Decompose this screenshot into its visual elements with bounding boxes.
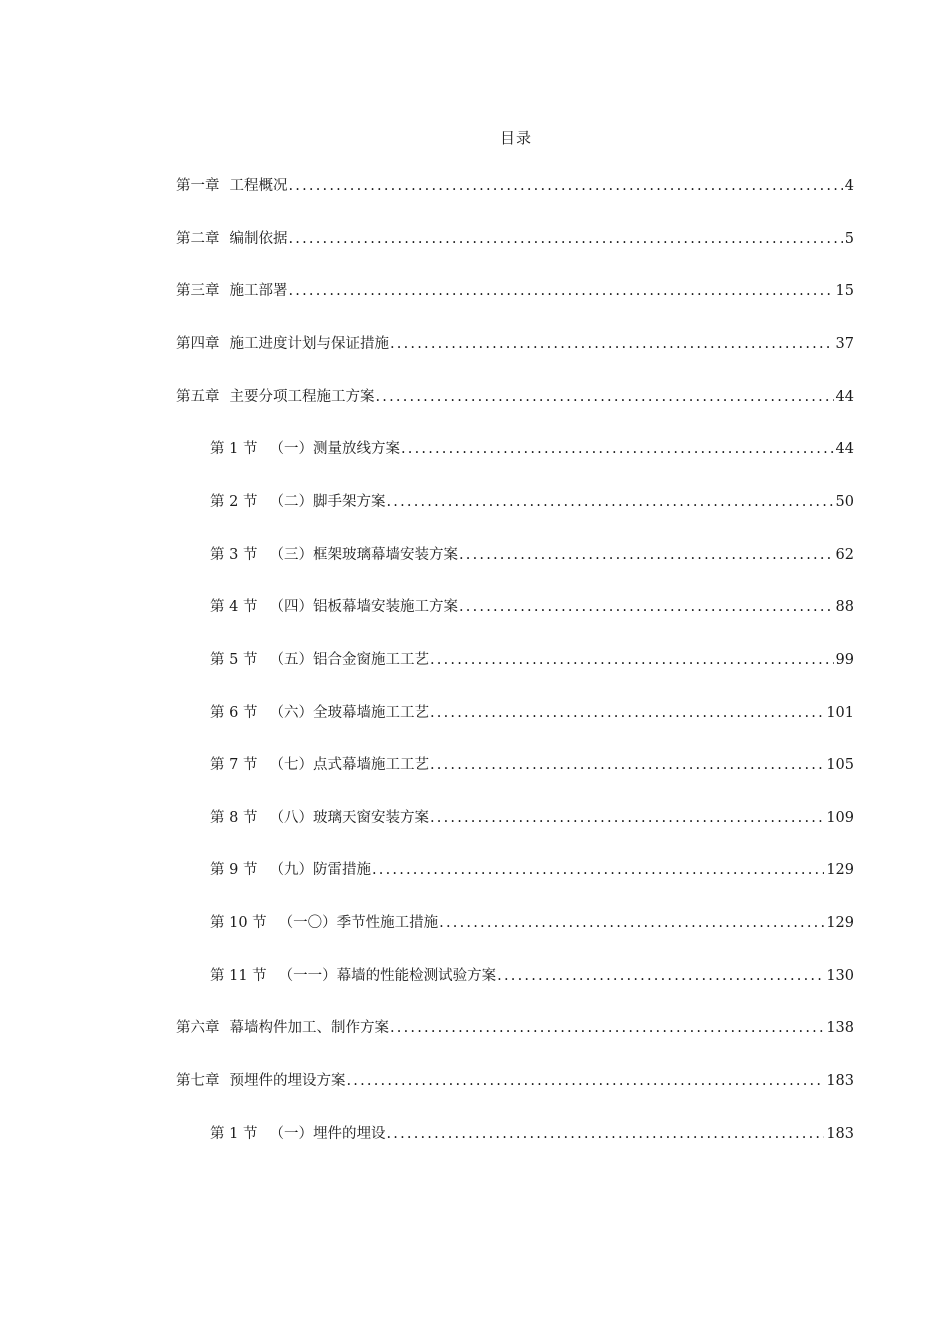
toc-entry-text: 幕墙构件加工、制作方案 <box>229 1020 389 1036</box>
toc-dot-leader <box>347 1071 825 1091</box>
toc-entry-text: 主要分项工程施工方案 <box>229 389 375 405</box>
toc-dot-leader <box>386 1124 824 1144</box>
toc-entry-text: （七）点式幕墙施工工艺 <box>269 757 429 773</box>
toc-entry[interactable] <box>210 439 854 459</box>
toc-dot-leader <box>430 755 824 775</box>
toc-entry[interactable] <box>176 387 854 407</box>
toc-entry[interactable] <box>210 808 854 828</box>
toc-page-number: 109 <box>826 810 854 826</box>
toc-page-number: 5 <box>844 231 854 247</box>
toc-title: 目录 <box>499 129 532 147</box>
toc-entry-number: 第二章 <box>176 231 220 247</box>
toc-entry-text: 施工进度计划与保证措施 <box>229 336 389 352</box>
toc-page-number: 129 <box>826 862 854 878</box>
toc-entry-number: 第 1 节 <box>210 1126 258 1142</box>
toc-dot-leader <box>430 808 824 828</box>
toc-entry-label <box>210 1124 385 1144</box>
toc-entry[interactable] <box>210 492 854 512</box>
toc-entry[interactable] <box>176 229 854 249</box>
toc-entry-label <box>176 334 389 354</box>
toc-entry-text: （九）防雷措施 <box>269 862 371 878</box>
toc-entry-number: 第一章 <box>176 178 220 194</box>
toc-page-number: 44 <box>835 441 854 457</box>
toc-page-number: 99 <box>835 652 854 668</box>
toc-entry[interactable] <box>176 176 854 196</box>
toc-entry[interactable] <box>210 966 854 986</box>
toc-entry-text: 施工部署 <box>229 283 288 299</box>
toc-entry-number: 第六章 <box>176 1020 220 1036</box>
toc-entry-number: 第 6 节 <box>210 705 258 721</box>
toc-entry[interactable] <box>176 334 854 354</box>
toc-entry-number: 第 8 节 <box>210 810 258 826</box>
toc-entry-label <box>210 913 438 933</box>
toc-entry-label <box>210 650 429 670</box>
toc-entry-number: 第 10 节 <box>210 915 267 931</box>
toc-entry-label <box>210 545 458 565</box>
toc-entry[interactable] <box>210 703 854 723</box>
toc-entry-text: （六）全玻幕墙施工工艺 <box>269 705 429 721</box>
toc-entry[interactable] <box>176 281 854 301</box>
toc-entry-text: （一）埋件的埋设 <box>269 1126 386 1142</box>
toc-entry-number: 第 7 节 <box>210 757 258 773</box>
toc-entry[interactable] <box>176 1071 854 1091</box>
toc-page-number: 15 <box>835 283 854 299</box>
toc-entry-label <box>176 1071 346 1091</box>
toc-entry[interactable] <box>210 1124 854 1144</box>
toc-entry[interactable] <box>210 913 854 933</box>
toc-page-number: 129 <box>826 915 854 931</box>
toc-entry-label <box>176 281 288 301</box>
toc-entry[interactable] <box>210 755 854 775</box>
toc-entry-number: 第 11 节 <box>210 968 267 984</box>
toc-entry[interactable] <box>210 545 854 565</box>
toc-page-number: 138 <box>826 1020 854 1036</box>
toc-entry-text: 工程概况 <box>229 178 288 194</box>
toc-dot-leader <box>497 966 824 986</box>
toc-entry-number: 第 2 节 <box>210 494 258 510</box>
toc-entry-number: 第七章 <box>176 1073 220 1089</box>
toc-dot-leader <box>439 913 824 933</box>
toc-entry[interactable] <box>210 597 854 617</box>
toc-entry-label <box>210 755 429 775</box>
toc-entry-label <box>210 860 371 880</box>
toc-entry-label <box>210 439 400 459</box>
toc-page-number: 50 <box>835 494 854 510</box>
toc-page-number: 105 <box>826 757 854 773</box>
toc-entry-label <box>210 966 496 986</box>
toc-entry-text: （八）玻璃天窗安装方案 <box>269 810 429 826</box>
toc-entry-label <box>176 176 288 196</box>
toc-entry-number: 第四章 <box>176 336 220 352</box>
toc-dot-leader <box>386 492 833 512</box>
toc-entry-label <box>176 229 288 249</box>
toc-entry-number: 第 5 节 <box>210 652 258 668</box>
toc-dot-leader <box>430 650 834 670</box>
toc-dot-leader <box>372 860 824 880</box>
toc-dot-leader <box>390 1018 824 1038</box>
toc-entry-text: （一）测量放线方案 <box>269 441 400 457</box>
toc-entry-number: 第五章 <box>176 389 220 405</box>
toc-page-number: 101 <box>826 705 854 721</box>
toc-entry-text: 编制依据 <box>229 231 288 247</box>
toc-entry-text: （一一）幕墙的性能检测试验方案 <box>278 968 497 984</box>
toc-entry-number: 第 4 节 <box>210 599 258 615</box>
toc-page-number: 37 <box>835 336 854 352</box>
toc-page-number: 88 <box>835 599 854 615</box>
toc-dot-leader <box>289 229 843 249</box>
toc-dot-leader <box>459 545 834 565</box>
toc-entry-label <box>210 492 385 512</box>
toc-page-number: 130 <box>826 968 854 984</box>
toc-entry-text: （四）铝板幕墙安装施工方案 <box>269 599 458 615</box>
toc-entry-label <box>210 808 429 828</box>
toc-entry-text: （一〇）季节性施工措施 <box>278 915 439 931</box>
toc-entry[interactable] <box>176 1018 854 1038</box>
toc-dot-leader <box>459 597 834 617</box>
toc-entry-label <box>210 597 458 617</box>
toc-page-number: 4 <box>844 178 854 194</box>
toc-entry-number: 第 9 节 <box>210 862 258 878</box>
toc-dot-leader <box>390 334 834 354</box>
toc-entry-text: （五）铝合金窗施工工艺 <box>269 652 429 668</box>
toc-dot-leader <box>430 703 824 723</box>
toc-entry-label <box>210 703 429 723</box>
toc-entry[interactable] <box>210 860 854 880</box>
toc-page-number: 62 <box>835 547 854 563</box>
toc-dot-leader <box>376 387 834 407</box>
toc-dot-leader <box>401 439 834 459</box>
toc-entry-text: （三）框架玻璃幕墙安装方案 <box>269 547 458 563</box>
toc-entry-text: （二）脚手架方案 <box>269 494 386 510</box>
toc-entry-text: 预埋件的埋设方案 <box>229 1073 346 1089</box>
toc-entry-number: 第 1 节 <box>210 441 258 457</box>
toc-entry-number: 第三章 <box>176 283 220 299</box>
toc-entry-label <box>176 1018 389 1038</box>
toc-dot-leader <box>289 281 834 301</box>
toc-dot-leader <box>289 176 843 196</box>
toc-page-number: 183 <box>826 1126 854 1142</box>
toc-page-number: 183 <box>826 1073 854 1089</box>
toc-entry[interactable] <box>210 650 854 670</box>
toc-page-number: 44 <box>835 389 854 405</box>
toc-entry-label <box>176 387 375 407</box>
toc-entry-number: 第 3 节 <box>210 547 258 563</box>
